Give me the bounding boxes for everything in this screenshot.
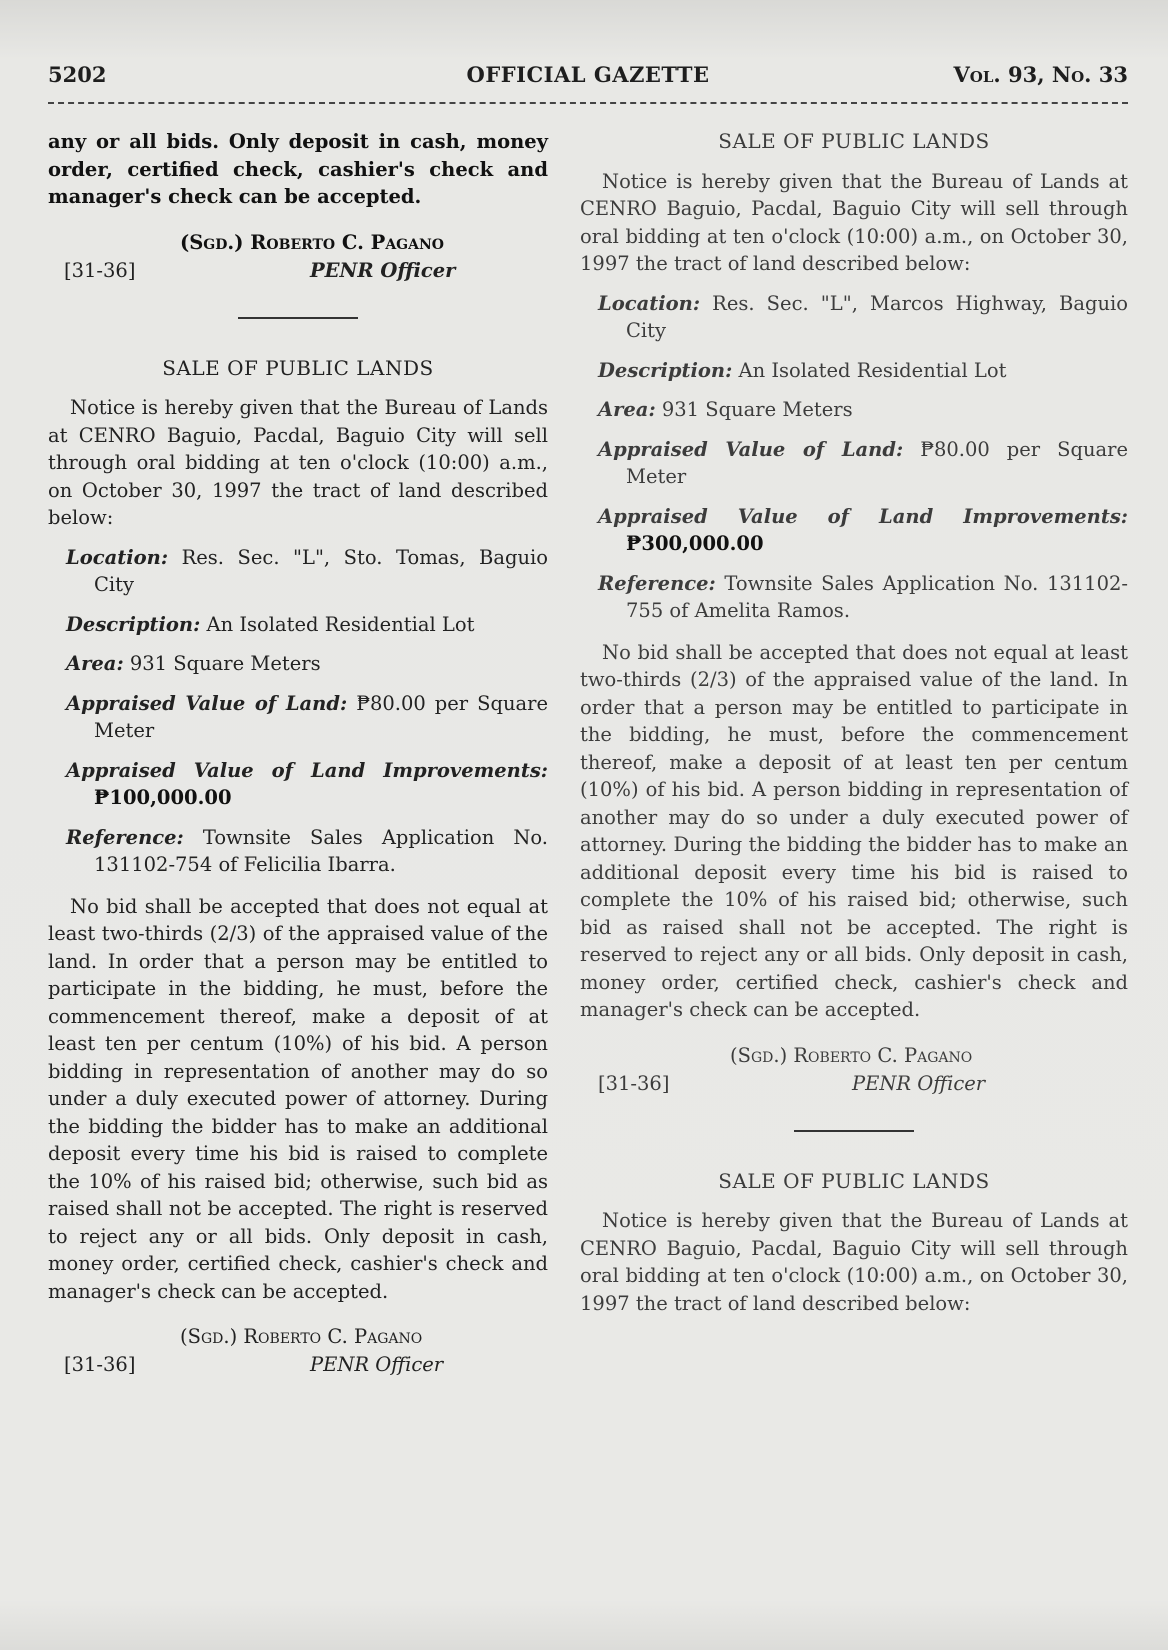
- signature-office: PENR Officer: [310, 258, 456, 282]
- land-value-value: ₱80.00 per Square Meter: [626, 437, 1128, 488]
- section-divider: [238, 317, 358, 319]
- area-item: [48, 650, 548, 678]
- improvements-value: ₱300,000.00: [626, 532, 764, 555]
- reference-item: [580, 570, 1128, 625]
- signature-block: [48, 1323, 548, 1381]
- improvements-label: Appraised Value of Land Improvements:: [66, 758, 548, 782]
- description-item: [580, 357, 1128, 385]
- reference-label: Reference:: [66, 825, 184, 849]
- page-header: [48, 62, 1128, 98]
- description-value: An Isolated Residential Lot: [206, 612, 475, 636]
- signature-block: [48, 229, 548, 287]
- volume-number: Vol. 93, No. 33: [953, 62, 1128, 87]
- land-value-label: Appraised Value of Land:: [598, 437, 904, 461]
- location-value: Res. Sec. "L", Marcos Highway, Baguio City: [626, 291, 1128, 342]
- description-label: Description:: [66, 612, 201, 636]
- area-item: [580, 396, 1128, 424]
- signature-office: PENR Officer: [852, 1071, 986, 1095]
- reference-value: Townsite Sales Application No. 131102-754 of Felicilia Ibarra.: [94, 825, 548, 876]
- signature-ref: [31-36]: [64, 258, 136, 282]
- continued-paragraph: any or all bids. Only deposit in cash, money order, certified check, cashier's check and manager's check can be accepted.: [48, 130, 548, 208]
- section-divider: [794, 1130, 914, 1132]
- description-value: An Isolated Residential Lot: [738, 358, 1007, 382]
- improvements-item: [48, 757, 548, 812]
- notice-title: SALE OF PUBLIC LANDS: [162, 355, 434, 380]
- location-item: [48, 544, 548, 599]
- left-column: [48, 128, 548, 1381]
- signature-name: (Sgd.) Roberto C. Pagano: [730, 1043, 973, 1067]
- signature-name: (Sgd.) Roberto C. Pagano: [180, 230, 444, 254]
- signature-block: [580, 1042, 1128, 1100]
- reference-value: Townsite Sales Application No. 131102-755 of Amelita Ramos.: [626, 571, 1128, 622]
- location-label: Location:: [66, 545, 169, 569]
- area-label: Area:: [598, 398, 656, 421]
- improvements-label: Appraised Value of Land Improvements:: [598, 504, 1128, 528]
- land-value-item: [580, 436, 1128, 491]
- notice-title: SALE OF PUBLIC LANDS: [718, 1168, 990, 1193]
- land-value-item: [48, 690, 548, 745]
- location-label: Location:: [598, 291, 701, 315]
- improvements-value: ₱100,000.00: [94, 786, 232, 809]
- signature-office: PENR Officer: [310, 1353, 444, 1376]
- reference-label: Reference:: [598, 571, 716, 595]
- notice-body: No bid shall be accepted that does not equal at least two-thirds (2/3) of the appraised value of the land. In order that a person may be entitled to participate in the bidding, he must, before the commencement thereof, make a deposit of at least ten per centum (10%) of his bid. A person bidding in representation of another may do so under a duly executed power of attorney. During the bidding the bidder has to make an additional deposit every time his bid is raised to complete the 10% of his raised bid; otherwise, such bid as raised shall not be accepted. The right is reserved to reject any or all bids. Only deposit in cash, money order, certified check, cashier's check and manager's check can be accepted.: [48, 894, 548, 1303]
- page-number: 5202: [48, 62, 107, 87]
- notice-intro: Notice is hereby given that the Bureau of Lands at CENRO Baguio, Pacdal, Baguio City will sell through oral bidding at ten o'clock (10:00) a.m., on October 30, 1997 the tract of land described below:: [580, 1209, 1128, 1315]
- right-column: [580, 128, 1128, 1317]
- land-value-value: ₱80.00 per Square Meter: [94, 691, 548, 742]
- publication-title: OFFICIAL GAZETTE: [466, 62, 710, 87]
- notice-intro: Notice is hereby given that the Bureau of Lands at CENRO Baguio, Pacdal, Baguio City will sell through oral bidding at ten o'clock (10:00) a.m., on October 30, 1997 the tract of land described below:: [580, 169, 1128, 275]
- notice-title: SALE OF PUBLIC LANDS: [718, 129, 990, 153]
- location-item: [580, 290, 1128, 345]
- signature-name: (Sgd.) Roberto C. Pagano: [180, 1325, 423, 1348]
- location-value: Res. Sec. "L", Sto. Tomas, Baguio City: [94, 545, 549, 596]
- header-rule: [48, 102, 1128, 104]
- signature-ref: [31-36]: [598, 1071, 670, 1095]
- reference-item: [48, 824, 548, 879]
- notice-body: No bid shall be accepted that does not equal at least two-thirds (2/3) of the appraised value of the land. In order that a person may be entitled to participate in the bidding, he must, before the commencement thereof, make a deposit of at least ten per centum (10%) of his bid. A person bidding in representation of another may do so under a duly executed power of attorney. During the bidding the bidder has to make an additional deposit every time his bid is raised to complete the 10% of his raised bid; otherwise, such bid as raised shall not be accepted. The right is reserved to reject any or all bids. Only deposit in cash, money order, certified check, cashier's check and manager's check can be accepted.: [580, 640, 1128, 1021]
- signature-ref: [31-36]: [64, 1353, 136, 1376]
- area-value: 931 Square Meters: [661, 398, 853, 421]
- area-label: Area:: [66, 652, 124, 675]
- land-value-label: Appraised Value of Land:: [66, 691, 348, 715]
- description-label: Description:: [598, 358, 733, 382]
- notice-intro: Notice is hereby given that the Bureau of Lands at CENRO Baguio, Pacdal, Baguio City will sell through oral bidding at ten o'clock (10:00) a.m., on October 30, 1997 the tract of land described below:: [48, 396, 548, 529]
- area-value: 931 Square Meters: [129, 652, 321, 675]
- improvements-item: [580, 503, 1128, 558]
- description-item: [48, 611, 548, 639]
